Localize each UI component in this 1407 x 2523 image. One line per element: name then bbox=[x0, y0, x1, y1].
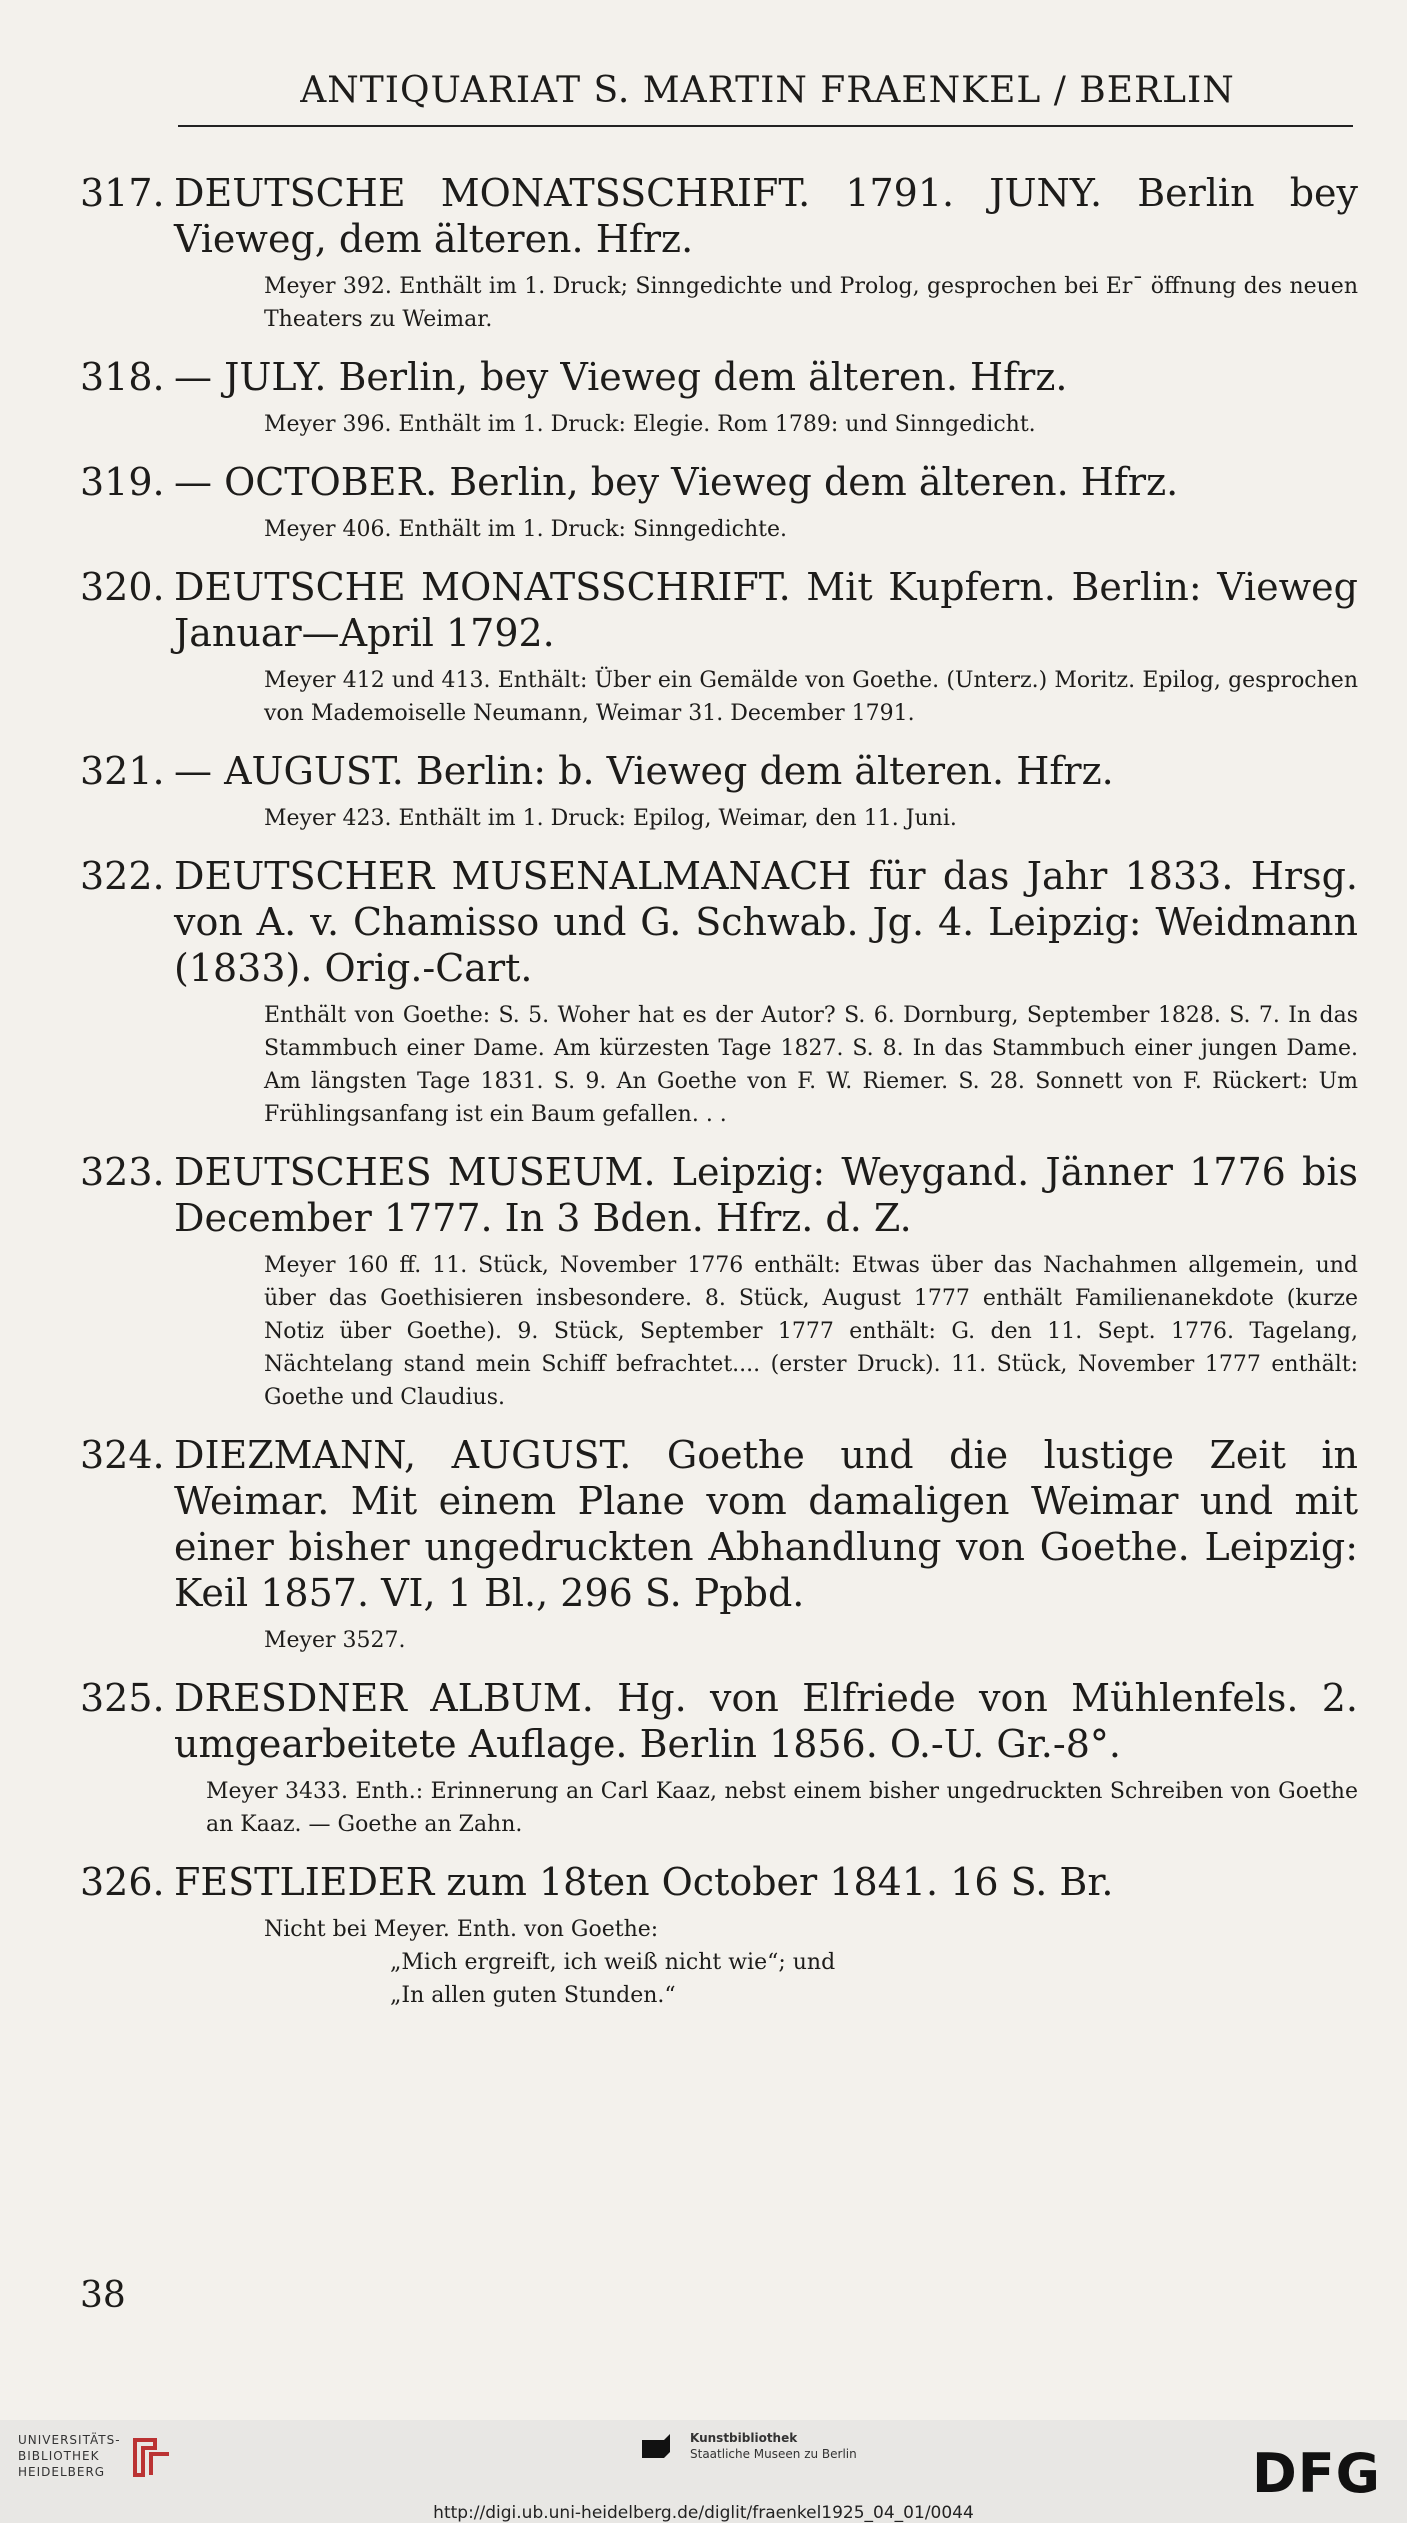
entry-number: 323. bbox=[80, 1150, 165, 1194]
university-logo-line: UNIVERSITÄTS- bbox=[18, 2433, 121, 2447]
catalog-entry-320 bbox=[80, 564, 1358, 730]
quote-line: „In allen guten Stunden.“ bbox=[390, 1983, 676, 2008]
entry-note: Meyer 392. Enthält im 1. Druck; Sinngedichte und Prolog, gesprochen bei Er¯ öffnung des neuen Theaters zu Weimar. bbox=[264, 274, 1358, 332]
kunstbibliothek-logo bbox=[640, 2430, 857, 2462]
catalog-entry-321 bbox=[80, 748, 1358, 835]
source-url[interactable]: http://digi.ub.uni-heidelberg.de/diglit/fraenkel1925_04_01/0044 bbox=[433, 2503, 974, 2523]
entry-title: DRESDNER ALBUM. Hg. von Elfriede von Mühlenfels. 2. umgearbeitete Auflage. Berlin 1856. O.-U. Gr.-8°. bbox=[174, 1676, 1358, 1766]
university-emblem-icon bbox=[125, 2430, 177, 2480]
catalog-entry-319 bbox=[80, 459, 1358, 546]
entry-title: — AUGUST. Berlin: b. Vieweg dem älteren. Hfrz. bbox=[174, 749, 1114, 793]
entry-title: FESTLIEDER zum 18ten October 1841. 16 S. Br. bbox=[174, 1860, 1114, 1904]
entry-note: Meyer 160 ff. 11. Stück, November 1776 enthält: Etwas über das Nachahmen allgemein, und über das Goethisieren insbesondere. 8. Stück, August 1777 enthält Familienanekdote (kurze Notiz über Goethe). 9. Stück, September 1777 enthält: G. den 11. Sept. 1776. Tagelang, Nächtelang stand mein Schiff befrachtet.... (erster Druck). 11. Stück, November 1777 enthält: Goethe und Claudius. bbox=[264, 1253, 1358, 1410]
header-rule bbox=[178, 125, 1353, 127]
page-number: 38 bbox=[80, 2275, 126, 2316]
digitization-footer bbox=[0, 2420, 1407, 2523]
entry-number: 321. bbox=[80, 749, 165, 793]
catalog-entries bbox=[80, 170, 1358, 2030]
entry-note: Meyer 396. Enthält im 1. Druck: Elegie. Rom 1789: und Sinngedicht. bbox=[264, 412, 1036, 437]
catalog-entry-322 bbox=[80, 853, 1358, 1131]
entry-number: 326. bbox=[80, 1860, 165, 1904]
entry-title: DEUTSCHES MUSEUM. Leipzig: Weygand. Jänner 1776 bis December 1777. In 3 Bden. Hfrz. d. Z. bbox=[174, 1150, 1358, 1240]
catalog-entry-325 bbox=[80, 1675, 1358, 1841]
entry-note: Meyer 406. Enthält im 1. Druck: Sinngedichte. bbox=[264, 517, 787, 542]
entry-note: Enthält von Goethe: S. 5. Woher hat es der Autor? S. 6. Dornburg, September 1828. S. 7. In das Stammbuch einer Dame. Am kürzesten Tage 1827. S. 8. In das Stammbuch einer jungen Dame. Am längsten Tage 1831. S. 9. An Goethe von F. W. Riemer. S. 28. Sonnett von F. Rückert: Um Frühlingsanfang ist ein Baum gefallen. . . bbox=[264, 1003, 1358, 1127]
catalog-entry-317 bbox=[80, 170, 1358, 336]
entry-note: Meyer 3433. Enth.: Erinnerung an Carl Kaaz, nebst einem bisher ungedruckten Schreiben von Goethe an Kaaz. — Goethe an Zahn. bbox=[206, 1779, 1358, 1837]
entry-number: 319. bbox=[80, 460, 165, 504]
entry-title: DEUTSCHER MUSENALMANACH für das Jahr 1833. Hrsg. von A. v. Chamisso und G. Schwab. Jg. 4. Leipzig: Weidmann (1833). Orig.-Cart. bbox=[174, 854, 1358, 990]
kunstbibliothek-icon bbox=[640, 2432, 672, 2460]
entry-number: 324. bbox=[80, 1433, 165, 1477]
entry-number: 322. bbox=[80, 854, 165, 898]
entry-number: 320. bbox=[80, 565, 165, 609]
entry-note: Meyer 423. Enthält im 1. Druck: Epilog, Weimar, den 11. Juni. bbox=[264, 806, 957, 831]
catalog-entry-324 bbox=[80, 1432, 1358, 1657]
entry-title: — JULY. Berlin, bey Vieweg dem älteren. Hfrz. bbox=[174, 355, 1068, 399]
entry-number: 317. bbox=[80, 171, 165, 215]
catalog-entry-318 bbox=[80, 354, 1358, 441]
entry-title: DIEZMANN, AUGUST. Goethe und die lustige Zeit in Weimar. Mit einem Plane vom damaligen Weimar und mit einer bisher ungedruckten Abhandlung von Goethe. Leipzig: Keil 1857. VI, 1 Bl., 296 S. Ppbd. bbox=[174, 1433, 1358, 1615]
kunstbibliothek-title: Kunstbibliothek bbox=[690, 2431, 798, 2445]
entry-number: 318. bbox=[80, 355, 165, 399]
kunstbibliothek-subtitle: Staatliche Museen zu Berlin bbox=[690, 2447, 857, 2461]
catalog-entry-326 bbox=[80, 1859, 1358, 2012]
entry-title: DEUTSCHE MONATSSCHRIFT. Mit Kupfern. Berlin: Vieweg Januar—April 1792. bbox=[174, 565, 1358, 655]
university-logo-line: HEIDELBERG bbox=[18, 2465, 106, 2479]
university-library-logo bbox=[18, 2432, 121, 2480]
catalog-entry-323 bbox=[80, 1149, 1358, 1414]
entry-note: Meyer 412 und 413. Enthält: Über ein Gemälde von Goethe. (Unterz.) Moritz. Epilog, gesprochen von Mademoiselle Neumann, Weimar 31. December 1791. bbox=[264, 668, 1358, 726]
entry-note: Nicht bei Meyer. Enth. von Goethe: bbox=[264, 1917, 659, 1942]
quote-line: „Mich ergreift, ich weiß nicht wie“; und bbox=[390, 1950, 836, 1975]
entry-number: 325. bbox=[80, 1676, 165, 1720]
university-logo-line: BIBLIOTHEK bbox=[18, 2449, 100, 2463]
entry-title: — OCTOBER. Berlin, bey Vieweg dem älteren. Hfrz. bbox=[174, 460, 1179, 504]
entry-title: DEUTSCHE MONATSSCHRIFT. 1791. JUNY. Berlin bey Vieweg, dem älteren. Hfrz. bbox=[174, 171, 1358, 261]
entry-note: Meyer 3527. bbox=[264, 1628, 406, 1653]
dfg-logo: DFG bbox=[1251, 2442, 1381, 2505]
page-header: ANTIQUARIAT S. MARTIN FRAENKEL / BERLIN bbox=[300, 70, 1235, 111]
